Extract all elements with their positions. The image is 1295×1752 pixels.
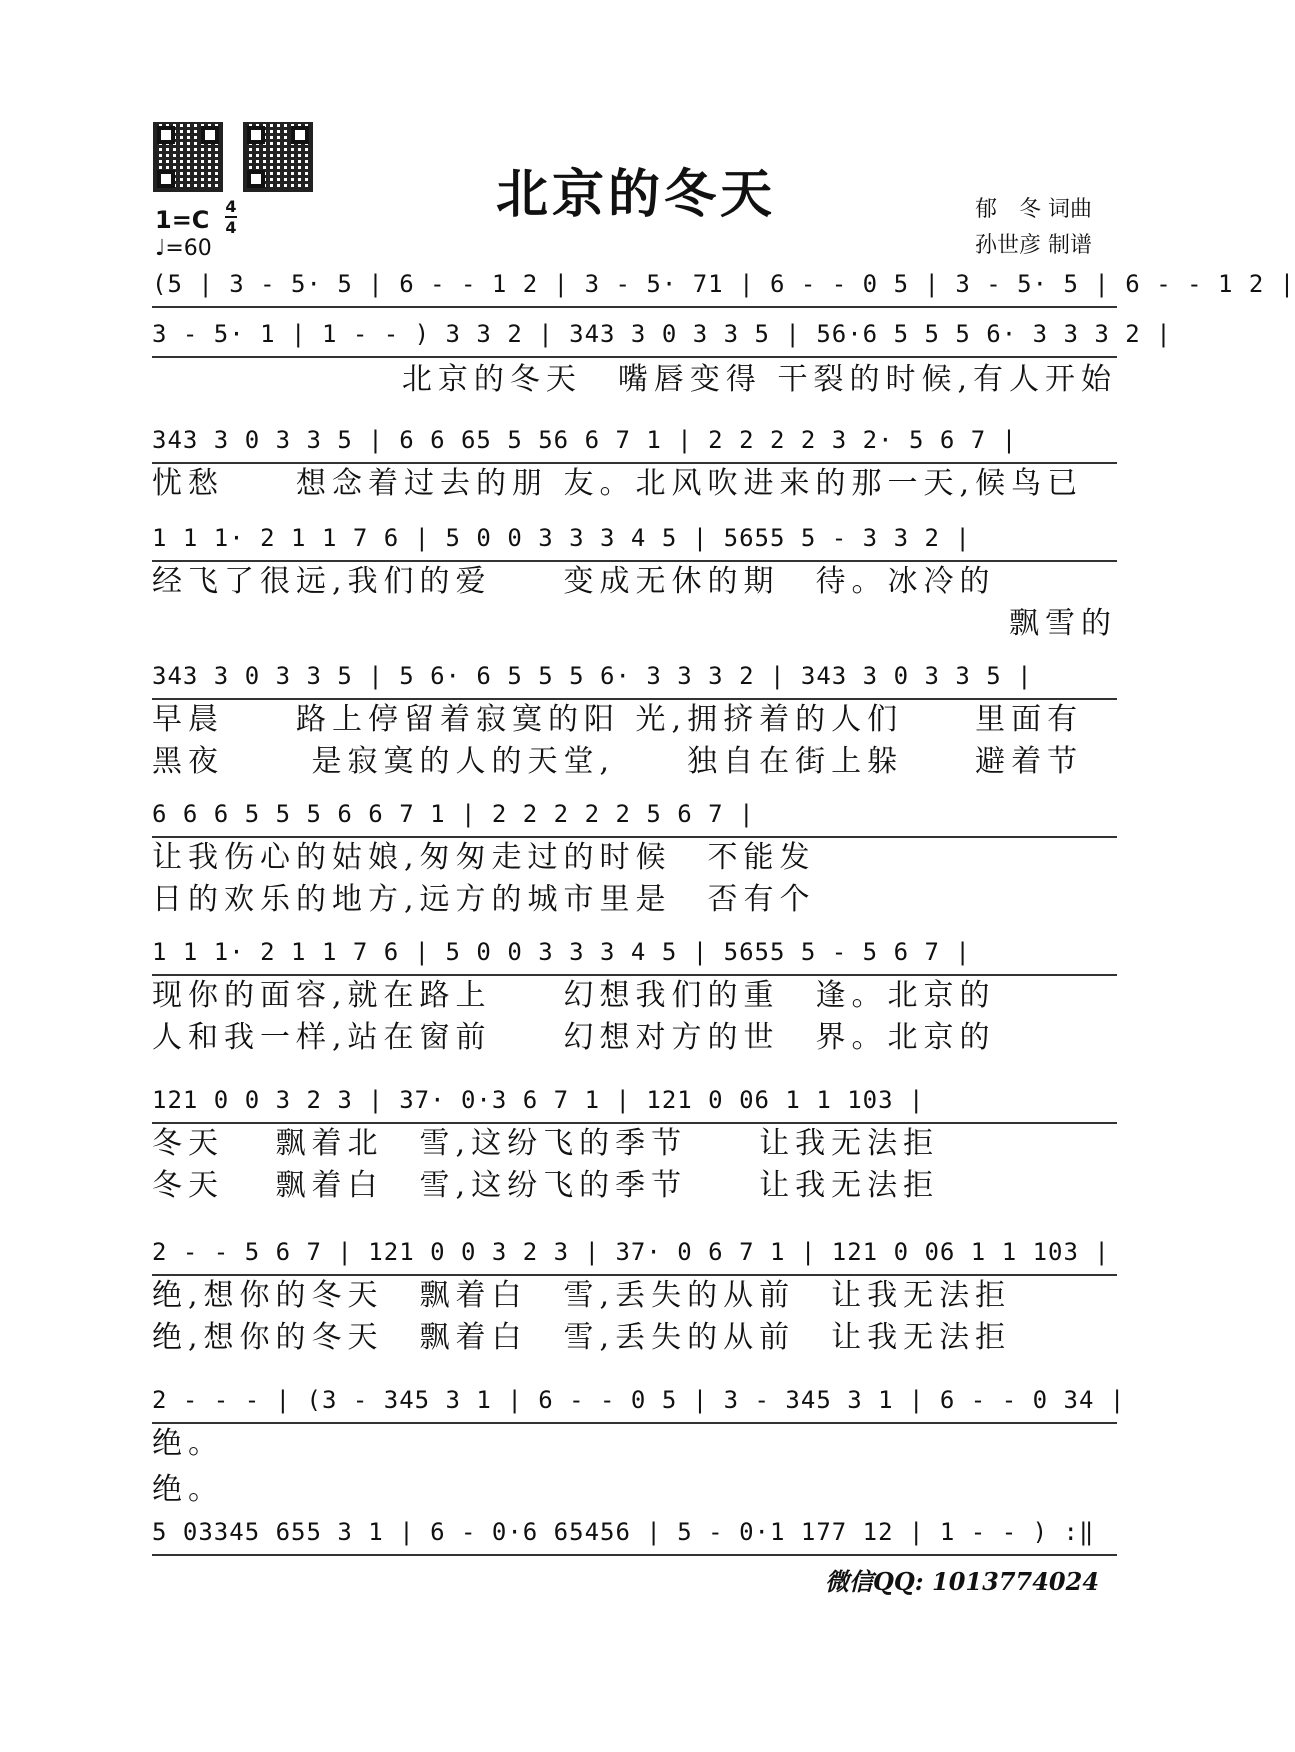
- notation-line-9: 2 - - 5 6 7 | 121 0 0 3 2 3 | 37· 0 6 7 1 | 121 0 06 1 1 103 |: [152, 1230, 1117, 1276]
- lyrics-music-credit: 郁 冬 词曲: [975, 197, 1092, 222]
- notation-line-11: 5 03345 655 3 1 | 6 - 0·6 65456 | 5 - 0·1 177 12 | 1 - - ) :‖: [152, 1510, 1117, 1556]
- lyric-line-3-1: 忧愁 想念着过去的朋 友。北风吹进来的那一天,候鸟已: [152, 466, 1084, 501]
- time-signature-denominator: 4: [225, 218, 237, 237]
- lyric-line-9-1: 绝,想你的冬天 飘着白 雪,丢失的从前 让我无法拒: [152, 1278, 1012, 1313]
- lyric-line-9-2: 绝,想你的冬天 飘着白 雪,丢失的从前 让我无法拒: [152, 1320, 1012, 1355]
- lyric-line-10-2: 绝。: [152, 1472, 224, 1507]
- notation-line-4: 1 1 1· 2 1 1 7 6 | 5 0 0 3 3 3 4 5 | 5655 5 - 3 3 2 |: [152, 516, 1117, 562]
- lyric-line-7-2: 人和我一样,站在窗前 幻想对方的世 界。北京的: [152, 1020, 996, 1055]
- notation-line-10: 2 - - - | (3 - 345 3 1 | 6 - - 0 5 | 3 - 345 3 1 | 6 - - 0 34 |: [152, 1378, 1117, 1424]
- lyric-line-4-1: 经飞了很远,我们的爱 变成无休的期 待。冰冷的: [152, 564, 996, 599]
- song-title: 北京的冬天: [495, 164, 776, 225]
- lyric-line-2-1: 北京的冬天 嘴唇变得 干裂的时候,有人开始: [401, 362, 1117, 397]
- notation-line-2: 3 - 5· 1 | 1 - - ) 3 3 2 | 343 3 0 3 3 5 | 56·6 5 5 5 6· 3 3 3 2 |: [152, 312, 1117, 358]
- time-signature-numerator: 4: [225, 197, 237, 216]
- contact-info: 微信QQ: 1013774024: [825, 1567, 1100, 1596]
- tempo-marking: ♩=60: [155, 236, 212, 261]
- lyric-line-7-1: 现你的面容,就在路上 幻想我们的重 逢。北京的: [152, 978, 996, 1013]
- transcriber-credit: 孙世彦 制谱: [975, 233, 1092, 258]
- lyric-line-8-1: 冬天 飘着北 雪,这纷飞的季节 让我无法拒: [152, 1126, 940, 1161]
- lyric-line-4-2: 飘雪的: [1009, 606, 1117, 641]
- key-signature: 1=C: [155, 206, 210, 234]
- notation-line-5: 343 3 0 3 3 5 | 5 6· 6 5 5 5 6· 3 3 3 2 | 343 3 0 3 3 5 |: [152, 654, 1117, 700]
- notation-line-8: 121 0 0 3 2 3 | 37· 0·3 6 7 1 | 121 0 06 1 1 103 |: [152, 1078, 1117, 1124]
- lyric-line-6-2: 日的欢乐的地方,远方的城市里是 否有个: [152, 882, 816, 917]
- lyric-line-5-1: 早晨 路上停留着寂寞的阳 光,拥挤着的人们 里面有: [152, 702, 1084, 737]
- notation-line-6: 6 6 6 5 5 5 6 6 7 1 | 2 2 2 2 2 5 6 7 |: [152, 792, 1117, 838]
- time-signature: [225, 198, 237, 236]
- lyric-line-8-2: 冬天 飘着白 雪,这纷飞的季节 让我无法拒: [152, 1168, 940, 1203]
- lyric-line-5-2: 黑夜 是寂寞的人的天堂, 独自在街上躲 避着节: [152, 744, 1084, 779]
- notation-line-1: (5 | 3 - 5· 5 | 6 - - 1 2 | 3 - 5· 71 | 6 - - 0 5 | 3 - 5· 5 | 6 - - 1 2 |: [152, 262, 1117, 308]
- lyric-line-6-1: 让我伤心的姑娘,匆匆走过的时候 不能发: [152, 840, 816, 875]
- lyric-line-10-1: 绝。: [152, 1426, 224, 1461]
- notation-line-3: 343 3 0 3 3 5 | 6 6 65 5 56 6 7 1 | 2 2 2 2 3 2· 5 6 7 |: [152, 418, 1117, 464]
- notation-line-7: 1 1 1· 2 1 1 7 6 | 5 0 0 3 3 3 4 5 | 5655 5 - 5 6 7 |: [152, 930, 1117, 976]
